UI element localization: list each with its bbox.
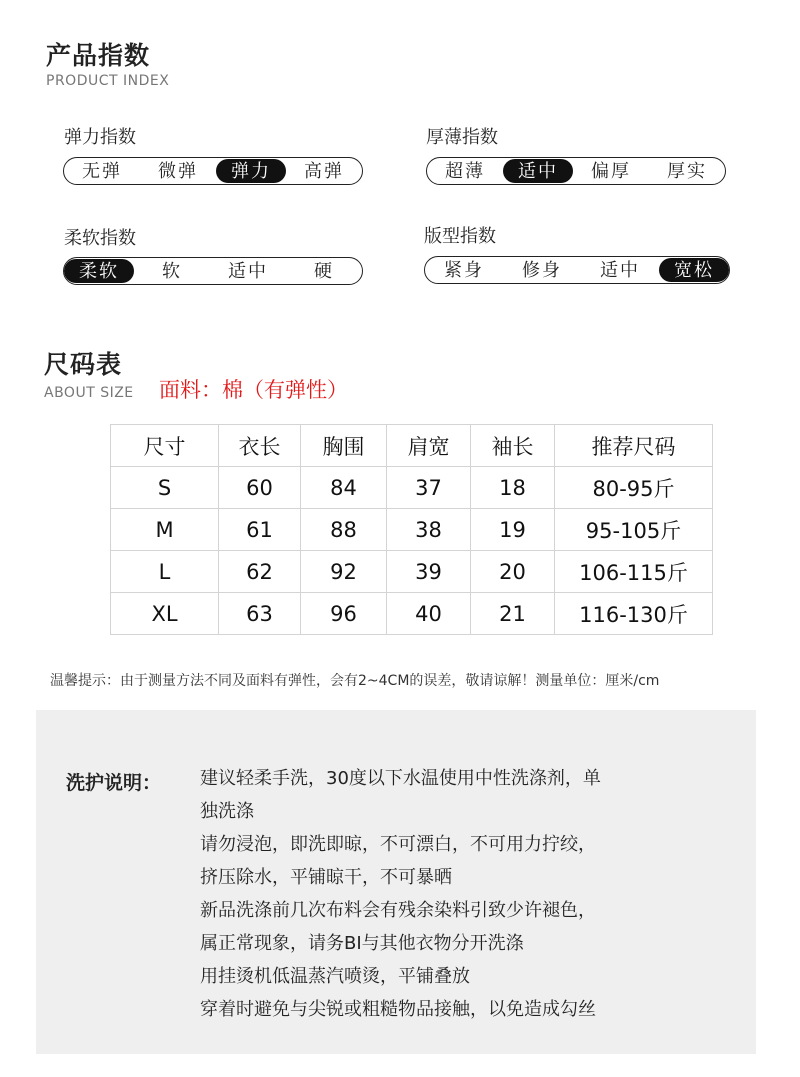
index-option: 超薄 <box>445 161 485 182</box>
elasticity-index-scale <box>63 157 363 185</box>
index-option: 厚实 <box>667 161 707 182</box>
index-option: 硬 <box>314 261 334 282</box>
table-header-cell: 推荐尺码 <box>555 425 713 467</box>
material-note: 面料：棉（有弹性） <box>159 378 348 402</box>
index-option-selected: 柔软 <box>64 259 134 283</box>
index-option: 软 <box>162 261 182 282</box>
table-cell: 38 <box>387 509 471 551</box>
table-header-cell: 胸围 <box>301 425 387 467</box>
table-row <box>111 467 713 509</box>
index-option-selected: 宽松 <box>659 258 729 282</box>
table-row <box>111 509 713 551</box>
care-line: 穿着时避免与尖锐或粗糙物品接触，以免造成勾丝 <box>200 999 596 1020</box>
table-cell: 84 <box>301 467 387 509</box>
table-cell: 106-115斤 <box>555 551 713 593</box>
thickness-index-scale <box>426 157 726 185</box>
index-option-selected: 适中 <box>503 159 573 183</box>
table-header-row <box>111 425 713 467</box>
table-cell: 40 <box>387 593 471 635</box>
care-line: 属正常现象，请务BI与其他衣物分开洗涤 <box>200 933 524 954</box>
table-header-cell: 衣长 <box>219 425 301 467</box>
table-cell: 20 <box>471 551 555 593</box>
table-header-cell: 尺寸 <box>111 425 219 467</box>
table-cell: 63 <box>219 593 301 635</box>
index-option: 紧身 <box>444 260 484 281</box>
table-cell: XL <box>111 593 219 635</box>
table-cell: 18 <box>471 467 555 509</box>
table-header-cell: 肩宽 <box>387 425 471 467</box>
table-cell: 21 <box>471 593 555 635</box>
fit-index-label: 版型指数 <box>424 226 496 247</box>
care-line: 建议轻柔手洗，30度以下水温使用中性洗涤剂，单 <box>200 768 601 789</box>
index-option: 无弹 <box>82 161 122 182</box>
care-instructions-panel <box>36 710 756 1054</box>
index-option-selected: 弹力 <box>216 159 286 183</box>
index-option: 偏厚 <box>591 161 631 182</box>
fit-index-scale <box>424 256 730 284</box>
elasticity-index-label: 弹力指数 <box>64 127 136 148</box>
table-cell: 39 <box>387 551 471 593</box>
index-option: 修身 <box>522 260 562 281</box>
product-index-subtitle: PRODUCT INDEX <box>46 73 170 89</box>
table-header-cell: 袖长 <box>471 425 555 467</box>
size-table <box>110 424 713 635</box>
table-cell: 116-130斤 <box>555 593 713 635</box>
index-option: 适中 <box>228 261 268 282</box>
table-cell: 19 <box>471 509 555 551</box>
product-index-title: 产品指数 <box>46 41 151 70</box>
care-line: 用挂烫机低温蒸汽喷烫，平铺叠放 <box>200 966 470 987</box>
measurement-tip: 温馨提示：由于测量方法不同及面料有弹性，会有2~4CM的误差，敬请谅解！测量单位：厘米/cm <box>50 673 660 689</box>
size-chart-title: 尺码表 <box>44 350 123 379</box>
table-cell: S <box>111 467 219 509</box>
index-option: 高弹 <box>304 161 344 182</box>
thickness-index-label: 厚薄指数 <box>426 127 498 148</box>
index-option: 微弹 <box>158 161 198 182</box>
care-line: 请勿浸泡，即洗即晾，不可漂白，不可用力拧绞， <box>200 834 596 855</box>
table-cell: 80-95斤 <box>555 467 713 509</box>
table-cell: 37 <box>387 467 471 509</box>
table-row <box>111 593 713 635</box>
care-lines <box>200 762 601 1026</box>
table-cell: 92 <box>301 551 387 593</box>
table-cell: 60 <box>219 467 301 509</box>
table-cell: 62 <box>219 551 301 593</box>
table-cell: L <box>111 551 219 593</box>
care-title: 洗护说明： <box>66 772 162 794</box>
index-option: 适中 <box>600 260 640 281</box>
table-cell: 95-105斤 <box>555 509 713 551</box>
care-line: 新品洗涤前几次布料会有残余染料引致少许褪色， <box>200 900 596 921</box>
table-row <box>111 551 713 593</box>
table-cell: M <box>111 509 219 551</box>
softness-index-scale <box>63 257 363 285</box>
table-cell: 88 <box>301 509 387 551</box>
table-cell: 96 <box>301 593 387 635</box>
softness-index-label: 柔软指数 <box>64 228 136 249</box>
table-cell: 61 <box>219 509 301 551</box>
care-line: 独洗涤 <box>200 801 254 822</box>
care-line: 挤压除水，平铺晾干，不可暴晒 <box>200 867 452 888</box>
size-chart-subtitle: ABOUT SIZE <box>44 385 134 401</box>
